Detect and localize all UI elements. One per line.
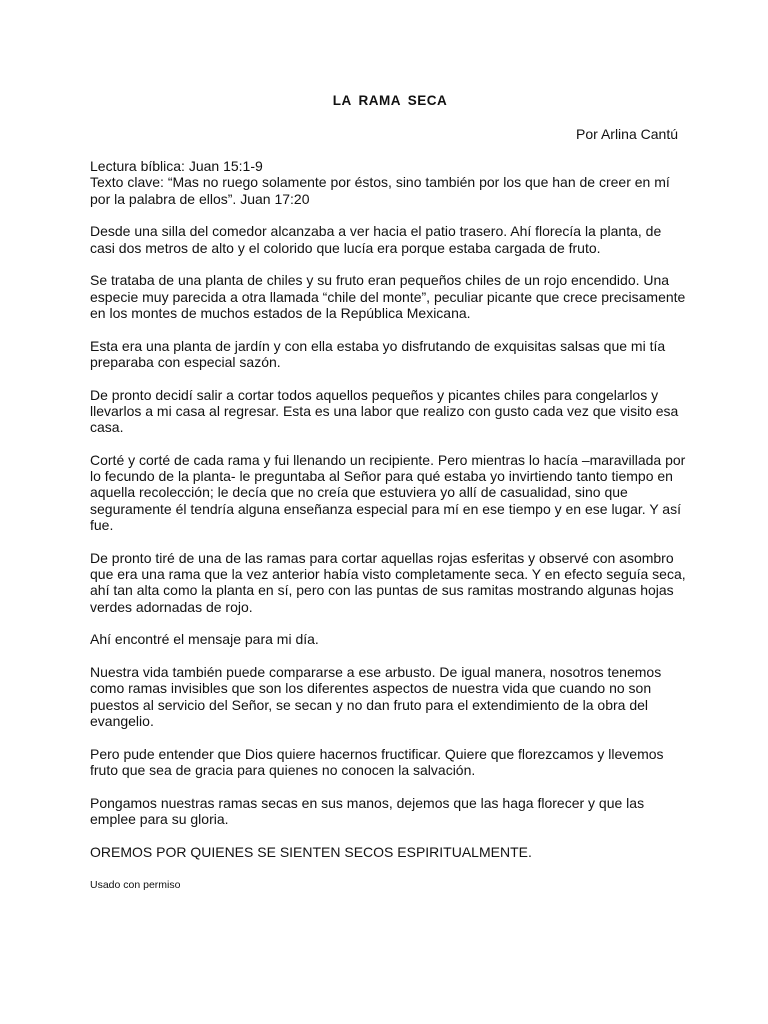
document-body <box>90 158 690 876</box>
paragraph: Corté y corté de cada rama y fui llenando un recipiente. Pero mientras lo hacía –maravillada por lo fecundo de la planta- le preguntaba al Señor para qué estaba yo invirtiendo tanto tiempo en aquella recolección; le decía que no creía que estuviera yo allí de casualidad, sino que seguramente él tendría alguna enseñanza especial para mí en ese tiempo y en ese lugar. Y así fue. <box>90 451 686 533</box>
paragraph: Pongamos nuestras ramas secas en sus manos, dejemos que las haga florecer y que las emplee para su gloria. <box>90 794 645 827</box>
bible-reading: Lectura bíblica: Juan 15:1-9 <box>90 158 263 174</box>
key-text: Texto clave: “Mas no ruego solamente por éstos, sino también por los que han de creer en mí por la palabra de ellos”. Juan 17:20 <box>90 174 670 207</box>
paragraph: Ahí encontré el mensaje para mi día. <box>90 631 319 648</box>
paragraph: Desde una silla del comedor alcanzaba a ver hacia el patio trasero. Ahí florecía la planta, de casi dos metros de alto y el colorido que lucía era porque estaba cargada de fruto. <box>90 223 662 256</box>
permission-note: Usado con permiso <box>90 879 181 891</box>
paragraph: De pronto decidí salir a cortar todos aquellos pequeños y picantes chiles para congelarlos y llevarlos a mi casa al regresar. Esta es una labor que realizo con gusto cada vez que visito esa casa. <box>90 386 679 436</box>
closing-prayer: OREMOS POR QUIENES SE SIENTEN SECOS ESPIRITUALMENTE. <box>90 843 532 860</box>
paragraph: Nuestra vida también puede compararse a ese arbusto. De igual manera, nosotros tenemos como ramas invisibles que son los diferentes aspectos de nuestra vida que cuando no son puestos al servicio del Señor, se secan y no dan fruto para el extendimiento de la obra del evangelio. <box>90 663 662 729</box>
paragraph: Se trataba de una planta de chiles y su fruto eran pequeños chiles de un rojo encendido. Una especie muy parecida a otra llamada “chile del monte”, peculiar picante que crece precisamente en los montes de muchos estados de la República Mexicana. <box>90 272 686 321</box>
document-title: LA RAMA SECA <box>332 93 448 108</box>
paragraph: Esta era una planta de jardín y con ella estaba yo disfrutando de exquisitas salsas que mi tía preparaba con especial sazón. <box>90 337 666 370</box>
paragraph: Pero pude entender que Dios quiere hacernos fructificar. Quiere que florezcamos y llevemos fruto que sea de gracia para quienes no conocen la salvación. <box>90 745 664 778</box>
paragraph: De pronto tiré de una de las ramas para cortar aquellas rojas esferitas y observé con asombro que era una rama que la vez anterior había visto completamente seca. Y en efecto seguía seca, ahí tan alta como la planta en sí, pero con las puntas de sus ramitas mostrando algunas hojas verdes adornadas de rojo. <box>90 549 686 615</box>
author-byline: Por Arlina Cantú <box>576 126 678 142</box>
document-page <box>90 0 690 1024</box>
